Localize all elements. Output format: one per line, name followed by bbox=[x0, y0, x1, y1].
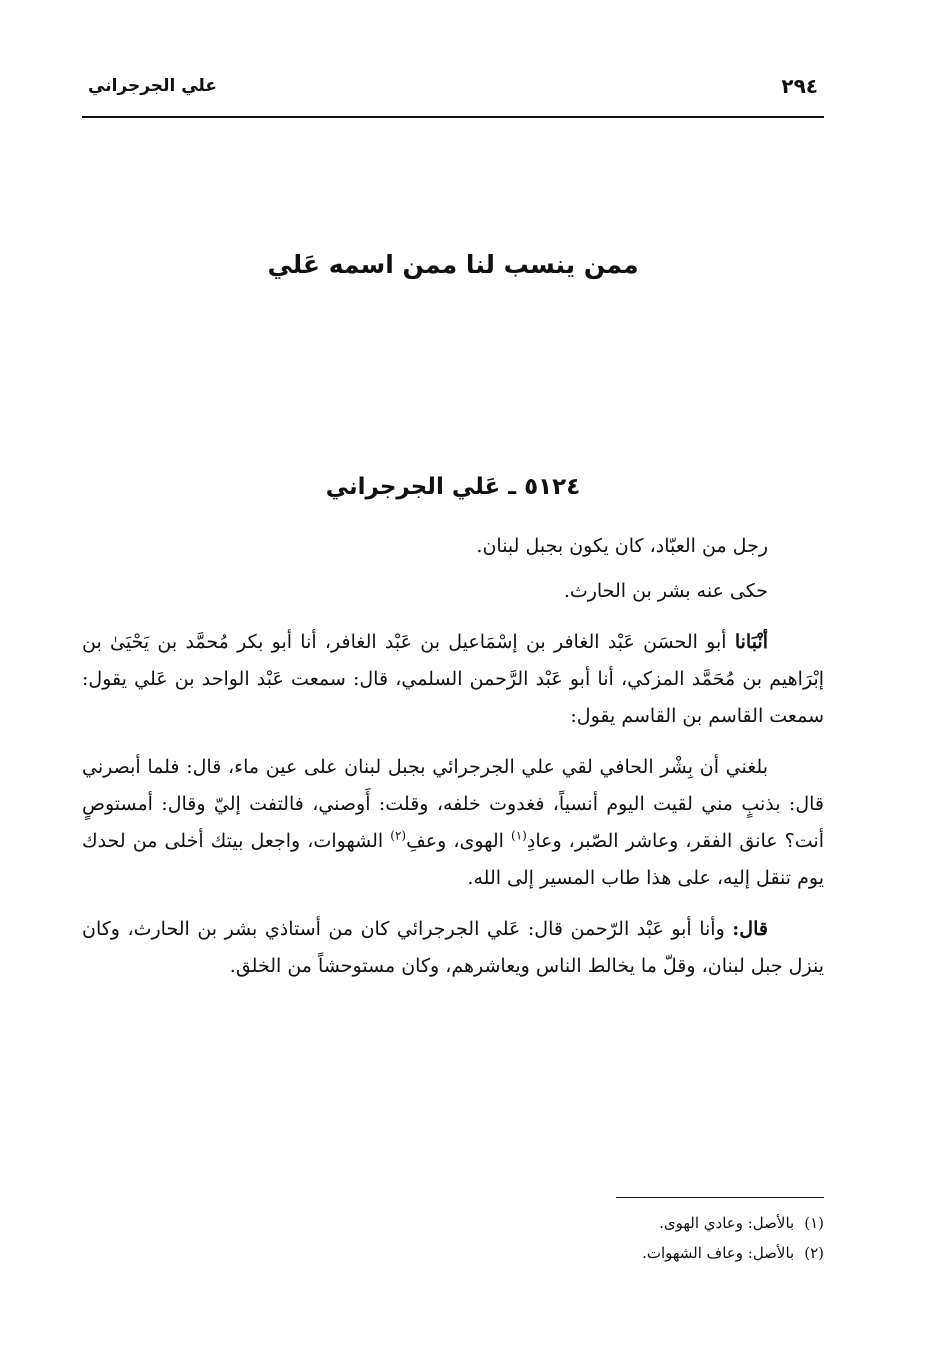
footnote-number: (١) bbox=[804, 1214, 824, 1232]
paragraph-isnad bbox=[82, 624, 824, 735]
running-title: علي الجرجراني bbox=[88, 76, 217, 96]
header-rule bbox=[82, 116, 824, 118]
narration-text-c: الشهوات، واجعل بيتك أخلى من لحدك يوم تنقل إليه، على هذا طاب المسير إلى الله. bbox=[82, 830, 824, 889]
isnad-keyword: أنْبَانا bbox=[734, 631, 768, 653]
paragraph-description: رجل من العبّاد، كان يكون بجبل لبنان. bbox=[476, 535, 768, 557]
narration-text-a: بلغني أن بِشْر الحافي لقي علي الجرجرائي بجبل لبنان على عين ماء، قال: فلما أبصرني قال: بذنبٍ مني لقيت اليوم أنسياً، فغدوت خلفه، وقلت: أَوصني، فالتفت إليّ وقال: أمستوصٍ أنت؟ عانق الفقر، وعاشر الصّبر، وعادِ bbox=[82, 756, 824, 852]
isnad-text: أبو الحسَن عَبْد الغافر بن إسْمَاعيل بن عَبْد الغافر، أنا أبو بكر مُحمَّد بن يَحْيَىٰ بن إبْرَاهيم بن مُحَمَّد المزكي، أنا أبو عَبْد الرَّحمن السلمي، قال: سمعت عَبْد الواحد بن عَلي يقول: سمعت القاسم بن القاسم يقول: bbox=[82, 631, 825, 727]
footnote-text: بالأصل: وعاف الشهوات. bbox=[642, 1244, 795, 1262]
body-text bbox=[82, 528, 824, 999]
paragraph-narrator: حكى عنه بشر بن الحارث. bbox=[563, 580, 768, 602]
running-header bbox=[82, 72, 824, 112]
paragraph-second-narration bbox=[82, 911, 824, 985]
footnote-1 bbox=[82, 1208, 824, 1238]
second-narration-text: وأنا أبو عَبْد الرّحمن قال: عَلي الجرجرائي كان من أستاذي بشر بن الحارث، وكان ينزل جبل لبنان، وقلّ ما يخالط الناس ويعاشرهم، وكان مستوحشاً من الخلق. bbox=[82, 918, 824, 977]
footnote-number: (٢) bbox=[804, 1244, 824, 1262]
footnotes bbox=[82, 1208, 824, 1268]
footnote-text: بالأصل: وعادي الهوى. bbox=[659, 1214, 795, 1232]
narration-text-b: الهوى، وعفِ bbox=[406, 830, 512, 852]
qala-keyword: قال: bbox=[732, 918, 768, 940]
section-heading: ممن ينسب لنا ممن اسمه عَلي bbox=[267, 250, 639, 279]
footnote-ref-2[interactable]: (٢) bbox=[390, 828, 407, 843]
page-number: ٢٩٤ bbox=[781, 74, 818, 98]
entry-heading: ٥١٢٤ ـ عَلي الجرجراني bbox=[325, 474, 581, 500]
paragraph-narration bbox=[82, 749, 824, 897]
footnote-rule bbox=[616, 1197, 824, 1198]
footnote-ref-1[interactable]: (١) bbox=[511, 828, 527, 843]
footnote-2 bbox=[82, 1238, 824, 1268]
